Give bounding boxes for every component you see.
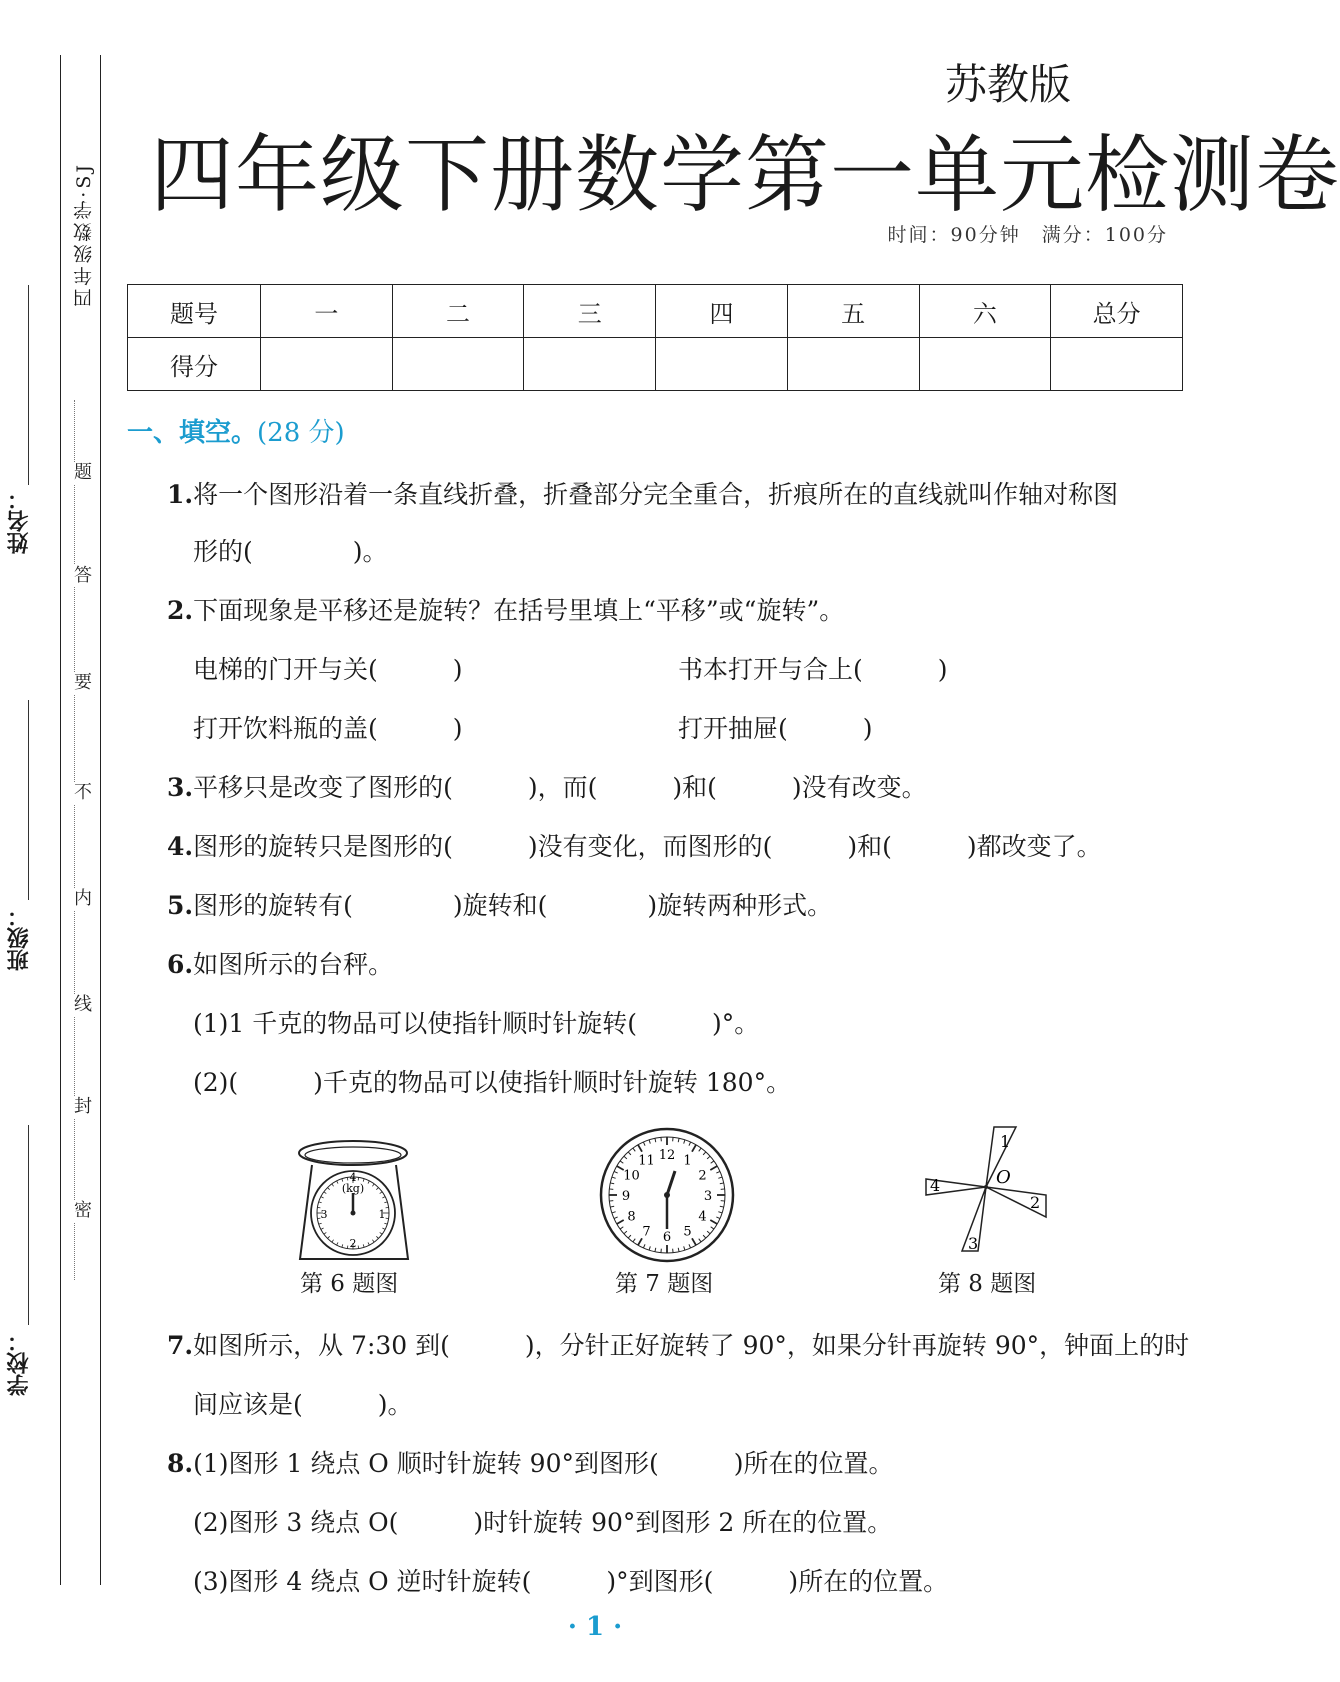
score-input-cell[interactable] bbox=[656, 338, 788, 391]
question-8 bbox=[167, 1444, 893, 1480]
school-field[interactable] bbox=[28, 1125, 29, 1325]
figure-8-label: 1 bbox=[1000, 1132, 1011, 1151]
figure-7-caption: 第 7 题图 bbox=[615, 1271, 714, 1297]
time-info: 时间：90分钟 满分：100分 bbox=[887, 224, 1168, 246]
question-2-item: 打开抽屉( ) bbox=[678, 714, 873, 743]
seal-char: 要 bbox=[74, 672, 92, 693]
score-input-cell[interactable] bbox=[261, 338, 393, 391]
margin-line-inner bbox=[100, 55, 101, 1585]
question-number: 5. bbox=[167, 891, 194, 920]
table-cell: 总分 bbox=[1051, 285, 1183, 338]
question-6-part2: (2)( )千克的物品可以使指针顺时针旋转 180°。 bbox=[193, 1068, 792, 1097]
clock-number: 10 bbox=[623, 1168, 640, 1184]
question-7-cont: 间应该是( )。 bbox=[193, 1390, 413, 1419]
scale-figure bbox=[290, 1135, 420, 1265]
question-text: 图形的旋转只是图形的( )没有变化，而图形的( )和( )都改变了。 bbox=[193, 832, 1102, 861]
question-7 bbox=[167, 1326, 1189, 1362]
figure-8-label: 4 bbox=[930, 1176, 941, 1195]
score-input-cell[interactable] bbox=[919, 338, 1051, 391]
table-cell: 六 bbox=[919, 285, 1051, 338]
table-cell: 题号 bbox=[128, 285, 261, 338]
seal-char: 封 bbox=[74, 1096, 92, 1117]
question-4 bbox=[167, 827, 1102, 863]
margin-line-outer bbox=[60, 55, 61, 1585]
table-cell: 得分 bbox=[128, 338, 261, 391]
score-input-cell[interactable] bbox=[524, 338, 656, 391]
table-cell: 五 bbox=[787, 285, 919, 338]
edition-label: 苏教版 bbox=[945, 60, 1072, 109]
table-cell: 三 bbox=[524, 285, 656, 338]
question-text: (1)图形 1 绕点 O 顺时针旋转 90°到图形( )所在的位置。 bbox=[193, 1449, 894, 1478]
table-cell: 四 bbox=[656, 285, 788, 338]
score-input-cell[interactable] bbox=[787, 338, 919, 391]
clock-number: 3 bbox=[703, 1189, 713, 1204]
clock-number: 8 bbox=[627, 1209, 636, 1225]
question-8-part3: (3)图形 4 绕点 O 逆时针旋转( )°到图形( )所在的位置。 bbox=[193, 1567, 949, 1596]
question-1-cont: 形的( )。 bbox=[193, 537, 388, 566]
figure-6-caption: 第 6 题图 bbox=[300, 1271, 399, 1297]
question-number: 3. bbox=[167, 773, 194, 802]
page-number: · 1 · bbox=[567, 1612, 623, 1642]
clock-number: 9 bbox=[621, 1189, 631, 1204]
score-input-cell[interactable] bbox=[1051, 338, 1183, 391]
scale-mark: 4 bbox=[349, 1171, 357, 1184]
seal-dotted-line bbox=[74, 400, 75, 1280]
scale-unit: (kg) bbox=[341, 1182, 365, 1195]
question-2-item: 打开饮料瓶的盖( ) bbox=[193, 714, 463, 743]
score-input-cell[interactable] bbox=[392, 338, 524, 391]
section-points: (28 分) bbox=[257, 418, 345, 448]
clock-number: 2 bbox=[698, 1168, 707, 1184]
question-text: 图形的旋转有( )旋转和( )旋转两种形式。 bbox=[193, 891, 833, 920]
clock-number: 4 bbox=[698, 1209, 707, 1225]
question-2-item: 电梯的门开与关( ) bbox=[193, 655, 463, 684]
scale-mark: 2 bbox=[349, 1237, 357, 1250]
question-number: 1. bbox=[167, 480, 194, 509]
question-5 bbox=[167, 886, 832, 922]
question-2 bbox=[167, 591, 844, 627]
question-text: 平移只是改变了图形的( )，而( )和( )没有改变。 bbox=[193, 773, 927, 802]
seal-char: 线 bbox=[74, 994, 92, 1015]
scale-mark: 1 bbox=[378, 1208, 386, 1221]
series-label: 四年级数学·SJ bbox=[73, 162, 95, 308]
question-8-part2: (2)图形 3 绕点 O( )时针旋转 90°到图形 2 所在的位置。 bbox=[193, 1508, 893, 1537]
question-number: 7. bbox=[167, 1331, 194, 1360]
name-label: 姓名： bbox=[7, 488, 32, 554]
clock-figure bbox=[597, 1125, 737, 1265]
clock-number: 1 bbox=[683, 1153, 692, 1169]
name-field[interactable] bbox=[28, 285, 29, 485]
question-text: 如图所示，从 7:30 到( )，分针正好旋转了 90°，如果分针再旋转 90°，钟面上的时 bbox=[193, 1331, 1190, 1360]
class-field[interactable] bbox=[28, 700, 29, 900]
question-number: 8. bbox=[167, 1449, 194, 1478]
question-text: 如图所示的台秤。 bbox=[193, 950, 394, 979]
school-label: 学校： bbox=[7, 1330, 32, 1396]
question-text: 下面现象是平移还是旋转？在括号里填上“平移”或“旋转”。 bbox=[193, 596, 845, 625]
seal-char: 答 bbox=[74, 565, 92, 586]
clock-number: 12 bbox=[658, 1148, 676, 1163]
seal-char: 不 bbox=[74, 782, 92, 803]
figure-8-label: O bbox=[996, 1167, 1011, 1188]
rotation-figure bbox=[918, 1125, 1063, 1260]
question-1 bbox=[167, 475, 1118, 511]
section-heading bbox=[127, 412, 345, 449]
clock-number: 7 bbox=[642, 1224, 651, 1240]
clock-number: 11 bbox=[638, 1153, 655, 1169]
table-cell: 二 bbox=[392, 285, 524, 338]
table-row bbox=[128, 338, 1183, 391]
score-table bbox=[127, 284, 1183, 391]
clock-number: 6 bbox=[662, 1230, 672, 1245]
question-number: 2. bbox=[167, 596, 194, 625]
table-cell: 一 bbox=[261, 285, 393, 338]
section-title: 一、填空。 bbox=[127, 418, 258, 448]
figure-8-label: 2 bbox=[1030, 1193, 1041, 1212]
page-title: 四年级下册数学第一单元检测卷 bbox=[150, 126, 1340, 224]
question-2-item: 书本打开与合上( ) bbox=[678, 655, 948, 684]
question-number: 4. bbox=[167, 832, 194, 861]
question-text: 将一个图形沿着一条直线折叠，折叠部分完全重合，折痕所在的直线就叫作轴对称图 bbox=[193, 480, 1119, 509]
question-6-part1: (1)1 千克的物品可以使指针顺时针旋转( )°。 bbox=[193, 1009, 760, 1038]
table-row bbox=[128, 285, 1183, 338]
figure-8-caption: 第 8 题图 bbox=[938, 1271, 1037, 1297]
seal-char: 题 bbox=[74, 462, 92, 483]
clock-number: 5 bbox=[683, 1224, 692, 1240]
seal-char: 内 bbox=[74, 888, 92, 909]
seal-char: 密 bbox=[74, 1200, 92, 1221]
figure-8-label: 3 bbox=[968, 1234, 979, 1253]
question-number: 6. bbox=[167, 950, 194, 979]
question-3 bbox=[167, 768, 927, 804]
scale-mark: 3 bbox=[320, 1208, 328, 1221]
question-6 bbox=[167, 945, 393, 981]
class-label: 班级： bbox=[7, 905, 32, 971]
